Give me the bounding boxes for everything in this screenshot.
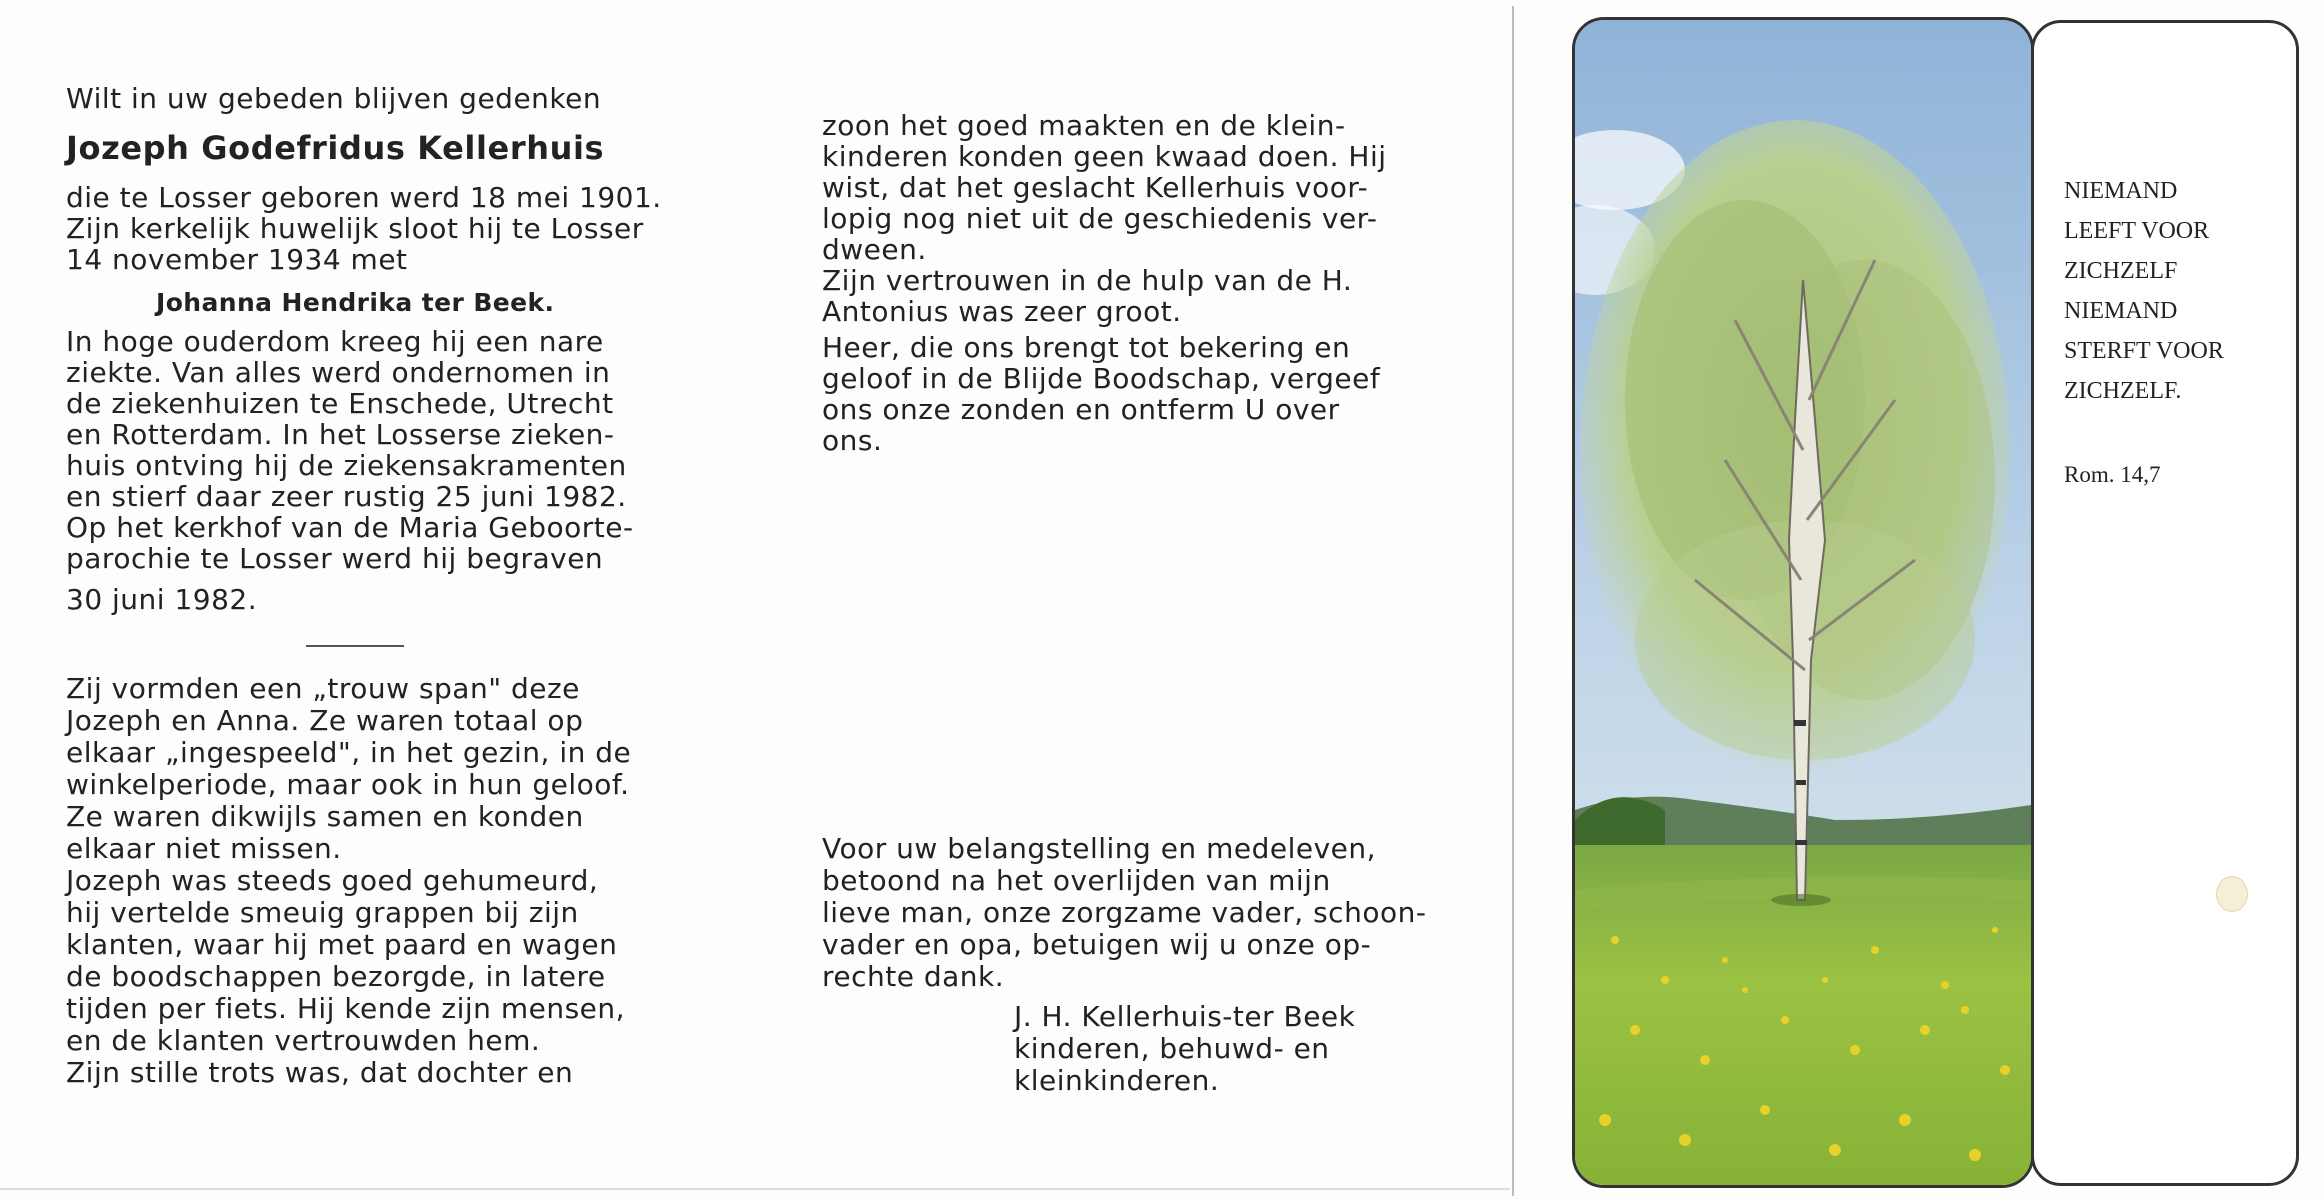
illness-line: 30 juni 1982. bbox=[66, 583, 258, 616]
verse-line: ZICHZELF. bbox=[2064, 378, 2182, 404]
continued-line: zoon het goed maakten en de klein- bbox=[822, 109, 1346, 142]
prayer-line: Heer, die ons brengt tot bekering en bbox=[822, 331, 1351, 364]
continued-line: wist, dat het geslacht Kellerhuis voor- bbox=[822, 171, 1369, 204]
birch-tree-photo bbox=[1572, 17, 2034, 1188]
verse-line: NIEMAND bbox=[2064, 298, 2178, 324]
deceased-name: Jozeph Godefridus Kellerhuis bbox=[66, 129, 605, 167]
life-line: tijden per fiets. Hij kende zijn mensen, bbox=[66, 992, 626, 1025]
illness-line: de ziekenhuizen te Enschede, Utrecht bbox=[66, 387, 614, 420]
thanks-line: vader en opa, betuigen wij u onze op- bbox=[822, 928, 1372, 961]
verse-line: STERFT VOOR bbox=[2064, 338, 2224, 364]
life-line: elkaar niet missen. bbox=[66, 832, 342, 865]
life-line: Zij vormden een „trouw span" deze bbox=[66, 672, 580, 705]
illness-line: parochie te Losser werd hij begraven bbox=[66, 542, 604, 575]
section-divider bbox=[306, 645, 404, 647]
life-line: hij vertelde smeuig grappen bij zijn bbox=[66, 896, 579, 929]
card-fold-line bbox=[1512, 6, 1514, 1196]
life-line: Zijn stille trots was, dat dochter en bbox=[66, 1056, 574, 1089]
life-line: Ze waren dikwijls samen en konden bbox=[66, 800, 584, 833]
life-line: winkelperiode, maar ook in hun geloof. bbox=[66, 768, 630, 801]
continued-line: Antonius was zeer groot. bbox=[822, 295, 1182, 328]
illness-line: In hoge ouderdom kreeg hij een nare bbox=[66, 325, 604, 358]
life-line: Jozeph was steeds goed gehumeurd, bbox=[66, 864, 599, 897]
illness-line: en stierf daar zeer rustig 25 juni 1982. bbox=[66, 480, 627, 513]
spouse-name: Johanna Hendrika ter Beek. bbox=[156, 288, 555, 317]
continued-line: kinderen konden geen kwaad doen. Hij bbox=[822, 140, 1387, 173]
verse-reference: Rom. 14,7 bbox=[2064, 462, 2161, 487]
punch-hole bbox=[2216, 876, 2248, 912]
illness-line: ziekte. Van alles werd ondernomen in bbox=[66, 356, 611, 389]
prayer-line: ons onze zonden en ontferm U over bbox=[822, 393, 1340, 426]
born-line: die te Losser geboren werd 18 mei 1901. bbox=[66, 181, 662, 214]
prayer-line: geloof in de Blijde Boodschap, vergeef bbox=[822, 362, 1381, 395]
verse-line: LEEFT VOOR bbox=[2064, 218, 2210, 244]
verse-line: NIEMAND bbox=[2064, 178, 2178, 204]
illness-line: en Rotterdam. In het Losserse zieken- bbox=[66, 418, 615, 451]
born-line: 14 november 1934 met bbox=[66, 243, 408, 276]
continued-line: dween. bbox=[822, 233, 927, 266]
life-line: klanten, waar hij met paard en wagen bbox=[66, 928, 618, 961]
continued-line: lopig nog niet uit de geschiedenis ver- bbox=[822, 202, 1378, 235]
thanks-line: rechte dank. bbox=[822, 960, 1005, 993]
thanks-line: lieve man, onze zorgzame vader, schoon- bbox=[822, 896, 1427, 929]
life-line: elkaar „ingespeeld", in het gezin, in de bbox=[66, 736, 632, 769]
thanks-line: Voor uw belangstelling en medeleven, bbox=[822, 832, 1377, 865]
card-bottom-edge bbox=[0, 1188, 1510, 1190]
signature-line: kleinkinderen. bbox=[1014, 1064, 1220, 1097]
life-line: de boodschappen bezorgde, in latere bbox=[66, 960, 606, 993]
born-line: Zijn kerkelijk huwelijk sloot hij te Losser bbox=[66, 212, 644, 245]
thanks-line: betoond na het overlijden van mijn bbox=[822, 864, 1331, 897]
prayer-line: ons. bbox=[822, 424, 883, 457]
signature-line: J. H. Kellerhuis-ter Beek bbox=[1014, 1000, 1356, 1033]
continued-line: Zijn vertrouwen in de hulp van de H. bbox=[822, 264, 1353, 297]
verse-panel bbox=[2031, 20, 2299, 1186]
illness-line: Op het kerkhof van de Maria Geboorte- bbox=[66, 511, 634, 544]
intro-text: Wilt in uw gebeden blijven gedenken bbox=[66, 82, 602, 115]
life-line: en de klanten vertrouwden hem. bbox=[66, 1024, 541, 1057]
life-line: Jozeph en Anna. Ze waren totaal op bbox=[66, 704, 584, 737]
illness-line: huis ontving hij de ziekensakramenten bbox=[66, 449, 627, 482]
signature-line: kinderen, behuwd- en bbox=[1014, 1032, 1330, 1065]
verse-line: ZICHZELF bbox=[2064, 258, 2178, 284]
birch-tree-illustration bbox=[1575, 20, 2031, 1185]
